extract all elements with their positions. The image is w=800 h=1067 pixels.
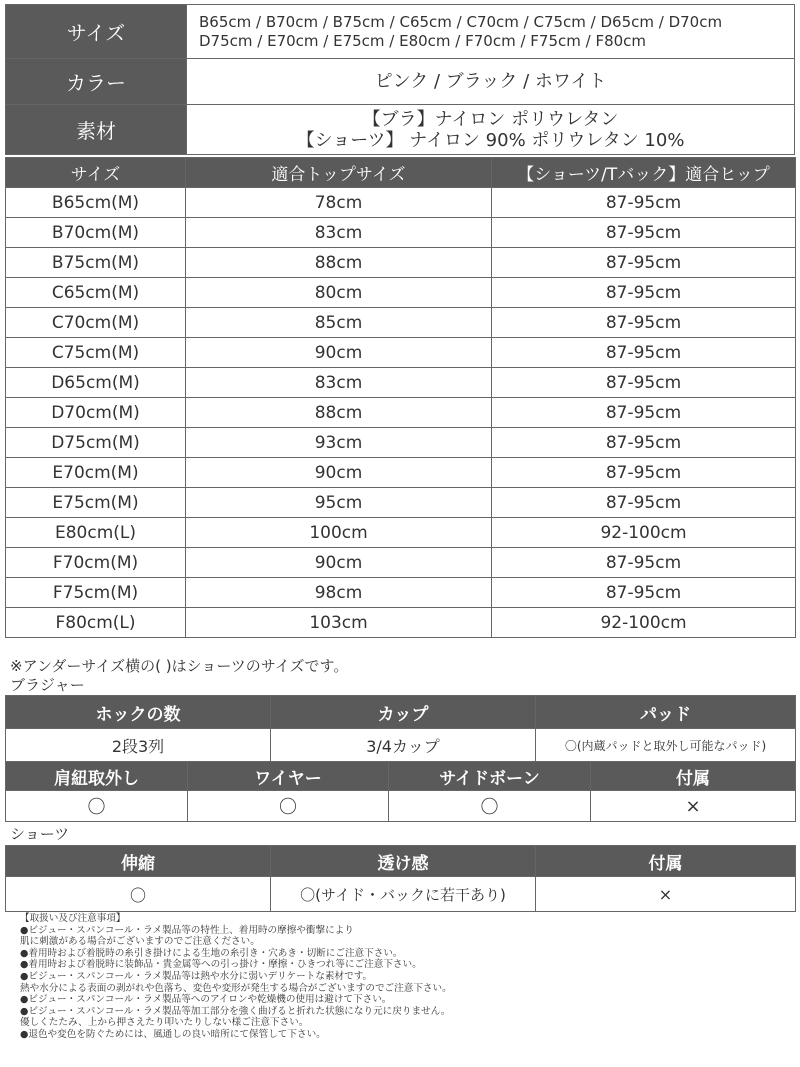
hook-value: 2段3列: [6, 729, 271, 762]
size-cell: E75cm(M): [6, 488, 186, 518]
top-size-cell: 78cm: [186, 188, 492, 218]
hip-cell: 92-100cm: [492, 518, 796, 548]
hip-cell: 87-95cm: [492, 308, 796, 338]
care-note-line: 【取扱い及び注意事項】: [20, 913, 126, 924]
care-note-line: ●ビジュー・スパンコール・ラメ製品等の特性上、着用時の摩擦や衝撃により: [20, 924, 354, 936]
shorts-table: [5, 845, 796, 912]
wire-value: 〇: [188, 791, 389, 822]
care-note-line: ●退色や変色を防ぐためには、風通しの良い暗所にて保管して下さい。: [20, 1028, 326, 1040]
accessory-value: ×: [536, 877, 796, 912]
side-bone-value: 〇: [389, 791, 591, 822]
size-cell: E70cm(M): [6, 458, 186, 488]
column-header: サイドボーン: [389, 762, 591, 791]
table-row: [6, 338, 796, 368]
care-note-line: 肌に刺激がある場合がございますのでご注意ください。: [20, 936, 260, 948]
top-size-cell: 83cm: [186, 218, 492, 248]
size-cell: C65cm(M): [6, 278, 186, 308]
size-cell: F70cm(M): [6, 548, 186, 578]
hip-cell: 92-100cm: [492, 608, 796, 638]
size-cell: D70cm(M): [6, 398, 186, 428]
column-header: 伸縮: [6, 846, 271, 877]
column-header: 【ショーツ/Tバック】適合ヒップ: [492, 158, 796, 188]
column-header: 透け感: [271, 846, 536, 877]
size-label: サイズ: [6, 5, 187, 59]
size-cell: F75cm(M): [6, 578, 186, 608]
size-list-line: D75cm / E70cm / E75cm / E80cm / F70cm / F75cm / F80cm: [199, 31, 647, 50]
top-size-cell: 95cm: [186, 488, 492, 518]
column-header: ワイヤー: [188, 762, 389, 791]
care-note-line: ●ビジュー・スパンコール・ラメ製品等は熱や水分に弱いデリケートな素材です。: [20, 970, 373, 982]
bra-section-title: ブラジャー: [10, 676, 85, 694]
size-cell: E80cm(L): [6, 518, 186, 548]
care-note-line: ●着用時および着脱時の糸引き掛けによる生地の糸引き・穴あき・切断にご注意下さい。: [20, 947, 403, 959]
size-cell: B65cm(M): [6, 188, 186, 218]
top-size-cell: 103cm: [186, 608, 492, 638]
bra-table-1: [5, 695, 796, 762]
strap-removable-value: 〇: [6, 791, 188, 822]
hip-cell: 87-95cm: [492, 428, 796, 458]
size-cell: B75cm(M): [6, 248, 186, 278]
top-size-cell: 88cm: [186, 248, 492, 278]
material-line: 【ブラ】ナイロン ポリウレタン: [362, 108, 619, 130]
hip-cell: 87-95cm: [492, 548, 796, 578]
care-note-line: ●ビジュー・スパンコール・ラメ製品等へのアイロンや乾燥機の使用は避けて下さい。: [20, 994, 392, 1006]
hip-cell: 87-95cm: [492, 278, 796, 308]
table-row: [6, 248, 796, 278]
size-cell: B70cm(M): [6, 218, 186, 248]
top-size-cell: 85cm: [186, 308, 492, 338]
top-size-cell: 83cm: [186, 368, 492, 398]
material-label: 素材: [6, 105, 187, 155]
material-value: [187, 105, 795, 155]
accessory-value: ×: [591, 791, 796, 822]
top-size-cell: 90cm: [186, 548, 492, 578]
size-list: [187, 5, 795, 59]
cup-value: 3/4カップ: [271, 729, 536, 762]
column-header: サイズ: [6, 158, 186, 188]
column-header: パッド: [536, 696, 796, 729]
table-row: [6, 188, 796, 218]
table-row: [6, 608, 796, 638]
size-cell: D65cm(M): [6, 368, 186, 398]
top-size-cell: 88cm: [186, 398, 492, 428]
top-size-cell: 80cm: [186, 278, 492, 308]
table-row: [6, 488, 796, 518]
hip-cell: 87-95cm: [492, 368, 796, 398]
care-note-line: 優しくたたみ、上から押さえたり叩いたりしない様ご注意下さい。: [20, 1017, 309, 1029]
column-header: 付属: [536, 846, 796, 877]
size-cell: D75cm(M): [6, 428, 186, 458]
sheer-value: 〇(サイド・バックに若干あり): [271, 877, 536, 912]
care-note-line: 熱や水分による表面の剥がれや色落ち、変色や変形が発生する場合がございますのでご注意下さい。: [20, 982, 452, 994]
size-list-line: B65cm / B70cm / B75cm / C65cm / C70cm / C75cm / D65cm / D70cm: [199, 12, 723, 31]
color-value: ピンク / ブラック / ホワイト: [187, 59, 795, 105]
bra-table-2: [5, 761, 796, 822]
table-row: [6, 518, 796, 548]
table-row: [6, 548, 796, 578]
size-note: ※アンダーサイズ横の( )はショーツのサイズです。: [10, 657, 349, 675]
column-header: 適合トップサイズ: [186, 158, 492, 188]
pad-value: 〇(内蔵パッドと取外し可能なパッド): [536, 729, 796, 762]
size-table-header: [6, 158, 796, 188]
size-cell: C70cm(M): [6, 308, 186, 338]
top-size-cell: 100cm: [186, 518, 492, 548]
size-cell: C75cm(M): [6, 338, 186, 368]
top-size-cell: 98cm: [186, 578, 492, 608]
top-size-cell: 93cm: [186, 428, 492, 458]
table-row: [6, 578, 796, 608]
shorts-section-title: ショーツ: [10, 825, 70, 843]
column-header: 付属: [591, 762, 796, 791]
hip-cell: 87-95cm: [492, 398, 796, 428]
hip-cell: 87-95cm: [492, 218, 796, 248]
table-row: [6, 458, 796, 488]
table-row: [6, 308, 796, 338]
table-row: [6, 218, 796, 248]
care-notes: [20, 913, 780, 1041]
table-row: [6, 368, 796, 398]
color-label: カラー: [6, 59, 187, 105]
hip-cell: 87-95cm: [492, 488, 796, 518]
material-line: 【ショーツ】 ナイロン 90% ポリウレタン 10%: [296, 129, 685, 151]
hip-cell: 87-95cm: [492, 578, 796, 608]
top-size-cell: 90cm: [186, 458, 492, 488]
table-row: [6, 428, 796, 458]
stretch-value: 〇: [6, 877, 271, 912]
top-size-cell: 90cm: [186, 338, 492, 368]
column-header: 肩紐取外し: [6, 762, 188, 791]
spec-table: [5, 4, 795, 155]
column-header: カップ: [271, 696, 536, 729]
size-cell: F80cm(L): [6, 608, 186, 638]
care-note-line: ●ビジュー・スパンコール・ラメ製品等加工部分を強く曲げると折れた状態になり元に戻りません。: [20, 1005, 451, 1017]
size-table: [5, 157, 796, 638]
care-note-line: ●着用時および着脱時に装飾品・貴金属等への引っ掛け・摩擦・ひきつれ等にご注意下さい。: [20, 959, 422, 971]
table-row: [6, 398, 796, 428]
hip-cell: 87-95cm: [492, 248, 796, 278]
hip-cell: 87-95cm: [492, 188, 796, 218]
table-row: [6, 278, 796, 308]
hip-cell: 87-95cm: [492, 458, 796, 488]
column-header: ホックの数: [6, 696, 271, 729]
hip-cell: 87-95cm: [492, 338, 796, 368]
